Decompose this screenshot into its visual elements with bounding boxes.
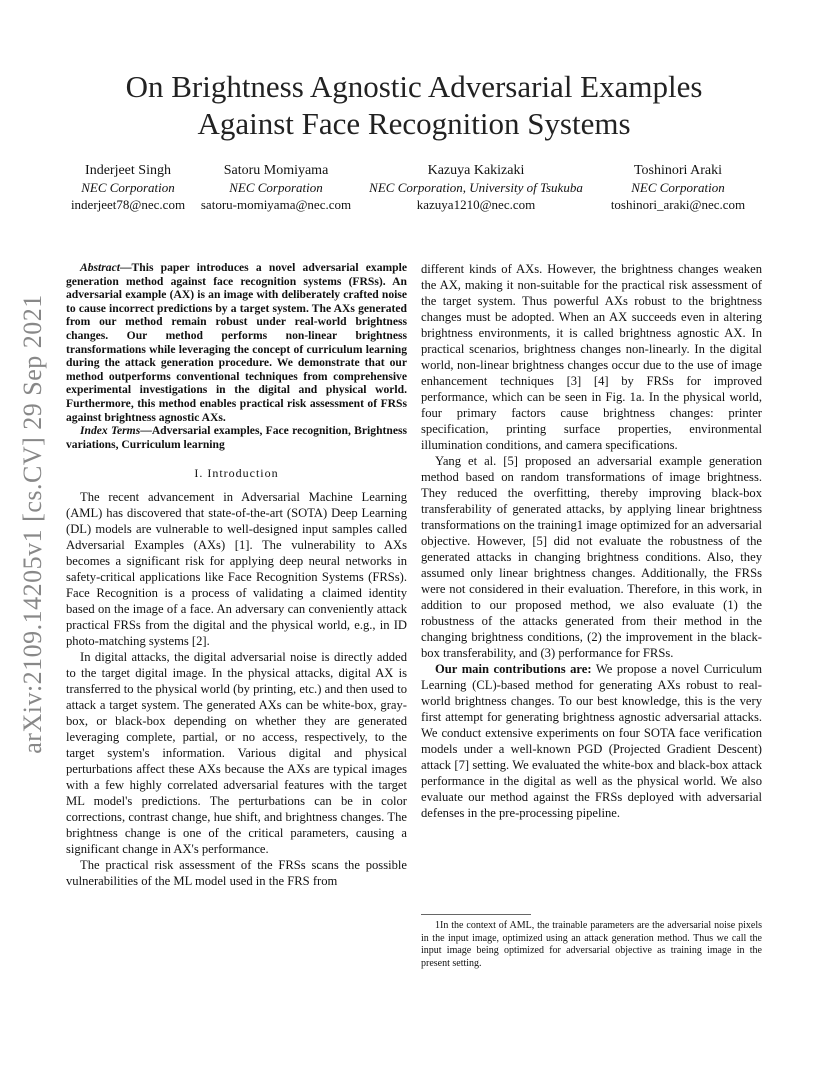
author-affiliation: NEC Corporation bbox=[81, 180, 175, 195]
author-affiliation: NEC Corporation bbox=[631, 180, 725, 195]
author-affiliation: NEC Corporation, University of Tsukuba bbox=[369, 180, 583, 195]
author-affiliation: NEC Corporation bbox=[229, 180, 323, 195]
title-line-2: Against Face Recognition Systems bbox=[197, 106, 631, 141]
contributions-label: Our main contributions are: bbox=[435, 662, 592, 676]
footnote-rule bbox=[421, 914, 531, 915]
index-terms-label: Index Terms bbox=[80, 424, 141, 438]
contributions-text: We propose a novel Curriculum Learning (CL)-based method for generating AXs robust to real-world brightness changes. To our best knowledge, this is the very first attempt for generating brightness agnostic adversarial attacks. We conduct extensive experiments on four SOTA face verification models under a well-known PGD (Projected Gradient Descent) attack [7] setting. We evaluated the white-box and black-box attack performance in the digital as well as the physical world. We also evaluate our method against the FRSs deployed with adversarial defenses in the pre-processing pipeline. bbox=[421, 662, 762, 820]
author-email: inderjeet78@nec.com bbox=[70, 197, 186, 212]
intro-paragraph-3: The practical risk assessment of the FRSs scans the possible vulnerabilities of the ML model used in the FRS from bbox=[66, 858, 407, 889]
author-2 bbox=[196, 162, 356, 213]
author-3 bbox=[356, 162, 596, 213]
author-4 bbox=[598, 162, 758, 213]
intro-paragraph-4: different kinds of AXs. However, the brightness changes weaken the AX, making it non-suitable for the practical risk assessment of the target system. Thus powerful AXs robust to the brightness changes must be adopted. When an AX succeeds even in altering brightness environments, it is called brightness agnostic AX. In practical scenarios, brightness changes non-linearly. In the digital world, non-linear brightness changes occur due to the use of image enhancement techniques [3] [4] by FRSs for improved performance, which can be seen in Fig. 1a. In the physical world, four primary factors cause brightness changes: printer specification, printing surface properties, environmental illumination conditions, and camera specifications. bbox=[421, 262, 762, 452]
section-heading: I. Introduction bbox=[194, 466, 279, 481]
right-column bbox=[421, 261, 762, 821]
contributions-paragraph bbox=[421, 661, 762, 821]
intro-paragraph-2: In digital attacks, the digital adversarial noise is directly added to the target digital image. In the physical attacks, digital AX is transferred to the physical world (by printing, etc.) and then used to attack a target system. The generated AXs can be white-box, gray-box, or black-box depending on whether they are generated leveraging complete, partial, or no access, respectively, to the target system's information. Various digital and physical perturbations affect these AXs because the AXs are typical images with a few highly correlated adversarial features with the target ML model's predictions. The perturbations can be in color corrections, contrast change, hue shift, and brightness changes. The brightness change is one of the critical parameters, causing a significant change in AX's performance. bbox=[66, 650, 407, 857]
intro-paragraph-1: The recent advancement in Adversarial Machine Learning (AML) has discovered that state-of-the-art (SOTA) Deep Learning (DL) models are vulnerable to well-designed input samples called Adversarial Examples (AXs) [1]. The vulnerability to AXs becomes a significant risk for applying deep neural networks in safety-critical applications like Face Recognition Systems (FRSs). Face Recognition is a process of validating a claimed identity based on the image of a face. An adversary can conveniently attack practical FRSs from the digital and the physical world, e.g., in ID photo-matching systems [2]. bbox=[66, 490, 407, 649]
author-1 bbox=[60, 162, 196, 213]
author-name: Satoru Momiyama bbox=[223, 163, 329, 178]
author-email: satoru-momiyama@nec.com bbox=[200, 197, 352, 212]
index-terms bbox=[66, 424, 407, 451]
intro-paragraph-5: Yang et al. [5] proposed an adversarial example generation method based on random transformations of image brightness. They reduced the overfitting, thereby improving black-box transferability of generated attacks, by applying linear brightness transformations on the training1 image optimized for an adversarial objective. However, [5] did not evaluate the robustness of the generated attacks in changing brightness conditions. Also, they assumed only linear brightness changes. Additionally, the FRSs were not considered in their evaluation. Therefore, in this work, in addition to our proposed method, we also evaluate (1) the robustness of the attacks generated from their method in the changing brightness conditions, (2) the improvement in the black-box transferability, and (3) performance for FRSs. bbox=[421, 454, 762, 660]
arxiv-stamp-text: arXiv:2109.14205v1 [cs.CV] 29 Sep 2021 bbox=[18, 294, 47, 754]
author-name: Kazuya Kakizaki bbox=[427, 163, 525, 178]
author-name: Inderjeet Singh bbox=[85, 163, 171, 178]
arxiv-stamp bbox=[18, 286, 48, 762]
title-line-1: On Brightness Agnostic Adversarial Examples bbox=[125, 69, 703, 104]
author-email: toshinori_araki@nec.com bbox=[610, 197, 746, 212]
index-terms-text: —Adversarial examples, Face recognition, Brightness variations, Curriculum learning bbox=[66, 424, 407, 451]
author-email: kazuya1210@nec.com bbox=[416, 197, 536, 212]
paper-title bbox=[60, 68, 768, 142]
footnote: 1In the context of AML, the trainable parameters are the adversarial noise pixels in the input image, optimized using an attack generation method. Thus we call the input image being optimized for adversarial objective as training image in the present setting. bbox=[421, 920, 762, 969]
author-name: Toshinori Araki bbox=[633, 163, 723, 178]
left-column bbox=[66, 261, 407, 889]
abstract-label: Abstract bbox=[80, 261, 120, 274]
abstract bbox=[66, 261, 407, 424]
abstract-text: —This paper introduces a novel adversarial example generation method against face recognition systems (FRSs). An adversarial example (AX) is an image with deliberately crafted noise to cause incorrect predictions by a target system. The AXs generated from our method remain robust under real-world brightness changes. Our method performs non-linear brightness transformations while leveraging the concept of curriculum learning during the attack generation procedure. We demonstrate that our method outperforms conventional techniques from comprehensive experimental investigations in the digital and physical world. Furthermore, this method enables practical risk assessment of FRSs against brightness agnostic AXs. bbox=[66, 261, 407, 424]
